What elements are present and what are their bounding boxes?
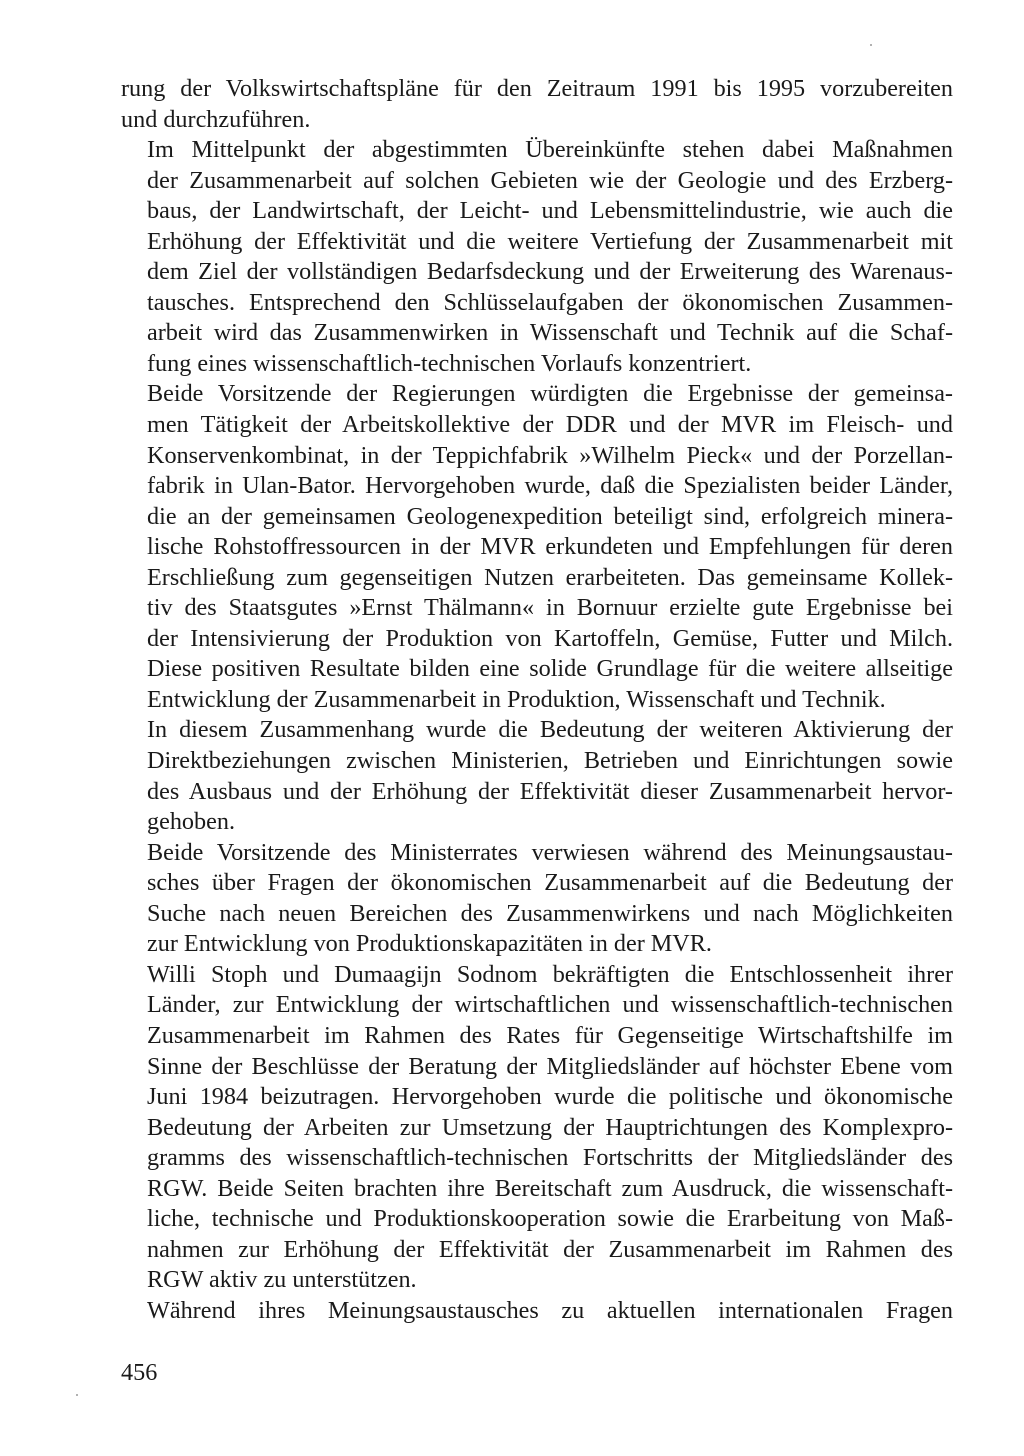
- text-line: men Tätigkeit der Arbeitskollektive der DDR und der MVR im Fleisch- und: [147, 411, 953, 439]
- text-line: lische Rohstoffressourcen in der MVR erkundeten und Empfehlungen für deren: [147, 533, 953, 561]
- paragraph: [121, 715, 953, 837]
- text-line: der Zusammenarbeit auf solchen Gebieten wie der Geologie und des Erzberg-: [147, 166, 953, 194]
- text-line: Erschließung zum gegenseitigen Nutzen erarbeiteten. Das gemeinsame Kollek-: [147, 563, 953, 591]
- text-line: Bedeutung der Arbeiten zur Umsetzung der Hauptrichtungen des Komplexpro-: [147, 1113, 953, 1141]
- text-line: Länder, zur Entwicklung der wirtschaftlichen und wissenschaftlich-technischen: [147, 991, 953, 1019]
- text-line: Im Mittelpunkt der abgestimmten Übereinkünfte stehen dabei Maßnahmen: [147, 136, 953, 164]
- text-line: gramms des wissenschaftlich-technischen Fortschritts der Mitgliedsländer des: [147, 1144, 953, 1172]
- text-line: Juni 1984 beizutragen. Hervorgehoben wurde die politische und ökonomische: [147, 1083, 953, 1111]
- text-line: Suche nach neuen Bereichen des Zusammenwirkens und nach Möglichkeiten: [147, 899, 953, 927]
- text-line: nahmen zur Erhöhung der Effektivität der Zusammenarbeit im Rahmen des: [147, 1235, 953, 1263]
- text-line: Erhöhung der Effektivität und die weitere Vertiefung der Zusammenarbeit mit: [147, 227, 953, 255]
- text-line: Beide Vorsitzende der Regierungen würdigten die Ergebnisse der gemeinsa-: [147, 380, 953, 408]
- text-line: Diese positiven Resultate bilden eine solide Grundlage für die weitere allseitige: [147, 655, 953, 683]
- body-text: [121, 74, 953, 1326]
- text-line: der Intensivierung der Produktion von Kartoffeln, Gemüse, Futter und Milch.: [147, 624, 953, 652]
- page-number: 456: [121, 1359, 158, 1386]
- text-line: gehoben.: [147, 808, 235, 836]
- text-line: Willi Stoph und Dumaagijn Sodnom bekräftigten die Entschlossenheit ihrer: [147, 960, 953, 988]
- text-line: die an der gemeinsamen Geologenexpedition beteiligt sind, erfolgreich minera-: [147, 502, 953, 530]
- text-line: tiv des Staatsgutes »Ernst Thälmann« in Bornuur erzielte gute Ergebnisse bei: [147, 594, 953, 622]
- text-line: Während ihres Meinungsaustausches zu aktuellen internationalen Fragen: [147, 1296, 953, 1324]
- text-line: arbeit wird das Zusammenwirken in Wissenschaft und Technik auf die Schaf-: [147, 319, 953, 347]
- text-line: und durchzuführen.: [121, 105, 311, 133]
- text-line: zur Entwicklung von Produktionskapazitäten in der MVR.: [147, 930, 712, 958]
- text-line: fabrik in Ulan-Bator. Hervorgehoben wurde, daß die Spezialisten beider Länder,: [147, 472, 953, 500]
- text-line: liche, technische und Produktionskooperation sowie die Erarbeitung von Maß-: [147, 1205, 953, 1233]
- scan-speck: [76, 1394, 78, 1396]
- text-line: fung eines wissenschaftlich-technischen Vorlaufs konzentriert.: [147, 349, 752, 377]
- paragraph: [121, 1296, 953, 1327]
- text-line: des Ausbaus und der Erhöhung der Effektivität dieser Zusammenarbeit hervor-: [147, 777, 953, 805]
- text-line: Zusammenarbeit im Rahmen des Rates für Gegenseitige Wirtschaftshilfe im: [147, 1021, 953, 1049]
- paragraph: [121, 74, 953, 135]
- text-line: Sinne der Beschlüsse der Beratung der Mitgliedsländer auf höchster Ebene vom: [147, 1052, 953, 1080]
- text-line: Direktbeziehungen zwischen Ministerien, Betrieben und Einrichtungen sowie: [147, 747, 953, 775]
- text-line: rung der Volkswirtschaftspläne für den Zeitraum 1991 bis 1995 vorzubereiten: [121, 75, 953, 102]
- text-line: baus, der Landwirtschaft, der Leicht- und Lebensmittelindustrie, wie auch die: [147, 197, 953, 225]
- text-line: dem Ziel der vollständigen Bedarfsdeckung und der Erweiterung des Warenaus-: [147, 258, 953, 286]
- text-line: RGW aktiv zu unterstützen.: [147, 1266, 417, 1294]
- paragraph: [121, 960, 953, 1296]
- text-line: Entwicklung der Zusammenarbeit in Produktion, Wissenschaft und Technik.: [147, 685, 886, 713]
- text-line: Beide Vorsitzende des Ministerrates verwiesen während des Meinungsaustau-: [147, 838, 953, 866]
- scan-speck: [870, 44, 872, 46]
- text-line: In diesem Zusammenhang wurde die Bedeutung der weiteren Aktivierung der: [147, 716, 953, 744]
- paragraph: [121, 838, 953, 960]
- paragraph: [121, 379, 953, 715]
- text-line: sches über Fragen der ökonomischen Zusammenarbeit auf die Bedeutung der: [147, 869, 953, 897]
- text-line: tausches. Entsprechend den Schlüsselaufgaben der ökonomischen Zusammen-: [147, 288, 953, 316]
- text-line: RGW. Beide Seiten brachten ihre Bereitschaft zum Ausdruck, die wissenschaft-: [147, 1174, 953, 1202]
- paragraph: [121, 135, 953, 379]
- text-line: Konservenkombinat, in der Teppichfabrik »Wilhelm Pieck« und der Porzellan-: [147, 441, 953, 469]
